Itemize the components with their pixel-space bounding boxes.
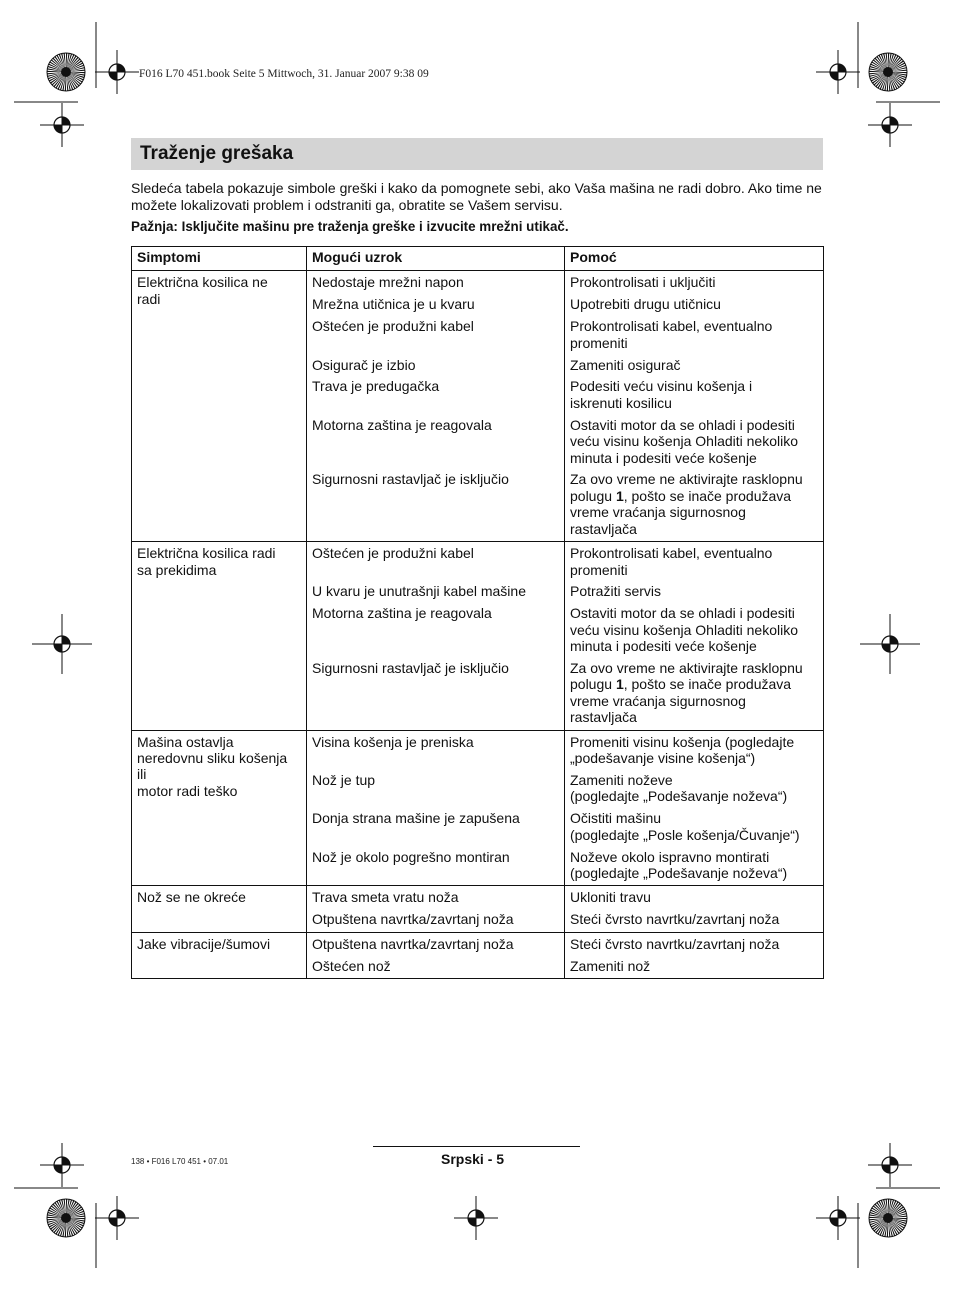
cause-item <box>312 849 559 882</box>
registration-mark-icon <box>816 1196 860 1240</box>
symptom-cell <box>132 271 307 542</box>
cell-line: polugu 1, pošto se inače produžava <box>570 487 792 504</box>
remedy-item <box>570 849 818 882</box>
header-remedy: Pomoć <box>565 247 824 271</box>
cell-line: promeniti <box>570 334 628 351</box>
cell-line: Oštećen je produžni kabel <box>312 318 474 335</box>
cell-line: Jake vibracije/šumovi <box>137 935 271 952</box>
remedy-cell <box>565 886 824 932</box>
cell-line: veću visinu košenja Ohladiti nekoliko <box>570 621 799 638</box>
color-target-icon <box>869 53 907 91</box>
intro-paragraph: Sledeća tabela pokazuje simbole greški i kako da pomognete sebi, ako Vaša mašina ne radi dobro. Ako time ne možete lokalizovati problem i odstraniti ga, obratite se Vašem servisu. <box>131 180 822 213</box>
table-row <box>132 886 824 932</box>
cell-line: Očistiti mašinu <box>570 810 662 827</box>
cell-line: Ukloniti travu <box>570 889 651 906</box>
cause-item <box>312 889 559 905</box>
cause-item <box>312 734 559 767</box>
table-row <box>132 542 824 731</box>
cell-line: Steći čvrsto navrtku/zavrtanj noža <box>570 935 780 952</box>
footer-divider <box>373 1146 580 1147</box>
cause-item <box>312 274 559 290</box>
cell-line: rastavljača <box>570 709 637 726</box>
cell-line: Donja strana mašine je zapušena <box>312 810 520 827</box>
cell-line: vreme vraćanja sigurnosnog <box>570 504 746 521</box>
symptom-cell <box>132 730 307 886</box>
cell-line: Prokontrolisati kabel, eventualno <box>570 545 773 562</box>
cause-item <box>312 296 559 312</box>
registration-mark-icon <box>454 1196 498 1240</box>
registration-mark-icon <box>868 103 912 147</box>
cell-line: Otpuštena navrtka/zavrtanj noža <box>312 935 514 952</box>
registration-mark-icon <box>816 50 860 94</box>
cell-line: polugu 1, pošto se inače produžava <box>570 676 792 693</box>
cell-line: Nedostaje mrežni napon <box>312 274 464 291</box>
remedy-item <box>570 296 818 312</box>
remedy-item <box>570 810 818 843</box>
cause-item <box>312 471 559 537</box>
cell-line: Otpuštena navrtka/zavrtanj noža <box>312 911 514 928</box>
table-header-row <box>132 247 824 271</box>
cell-line: Upotrebiti drugu utičnicu <box>570 296 721 313</box>
remedy-item <box>570 772 818 805</box>
troubleshooting-table <box>131 246 824 979</box>
remedy-item <box>570 417 818 466</box>
table-row <box>132 730 824 886</box>
cell-line: Sigurnosni rastavljač je isključio <box>312 659 509 676</box>
cell-line: U kvaru je unutrašnji kabel mašine <box>312 583 526 600</box>
cell-line: Nož je okolo pogrešno montiran <box>312 848 510 865</box>
cell-line: Sigurnosni rastavljač je isključio <box>312 471 509 488</box>
cell-line: Promeniti visinu košenja (pogledajte <box>570 733 795 750</box>
cell-line: motor radi teško <box>137 782 238 799</box>
cell-line: Ostaviti motor da se ohladi i podesiti <box>570 605 795 622</box>
cell-line: Ostaviti motor da se ohladi i podesiti <box>570 416 795 433</box>
registration-mark-icon <box>32 614 92 674</box>
print-info-header: F016 L70 451.book Seite 5 Mittwoch, 31. Januar 2007 9:38 09 <box>139 68 429 80</box>
remedy-item <box>570 357 818 373</box>
cause-cell <box>307 542 565 731</box>
cell-line: veću visinu košenja Ohladiti nekoliko <box>570 433 799 450</box>
registration-mark-icon <box>40 1143 84 1187</box>
cell-line: Trava smeta vratu noža <box>312 889 459 906</box>
cell-line: radi <box>137 290 161 307</box>
cell-line: Motorna zaština je reagovala <box>312 605 492 622</box>
cause-item <box>312 660 559 726</box>
cause-cell <box>307 886 565 932</box>
cell-line: promeniti <box>570 561 628 578</box>
remedy-item <box>570 471 818 537</box>
table-row <box>132 271 824 542</box>
cell-line: Zameniti nož <box>570 957 651 974</box>
registration-mark-icon <box>95 50 139 94</box>
cell-line: „podešavanje visine košenja“) <box>570 750 756 767</box>
cell-line: Nož je tup <box>312 771 376 788</box>
registration-mark-icon <box>868 1143 912 1187</box>
cause-item <box>312 936 559 952</box>
cell-line: Za ovo vreme ne aktivirajte rasklopnu <box>570 660 803 677</box>
cause-item <box>312 545 559 578</box>
cell-line: Motorna zaština je reagovala <box>312 416 492 433</box>
cell-line: Električna kosilica ne <box>137 274 268 291</box>
remedy-item <box>570 545 818 578</box>
cause-item <box>312 318 559 351</box>
cause-item <box>312 378 559 411</box>
remedy-item <box>570 318 818 351</box>
remedy-item <box>570 936 818 952</box>
cell-line: vreme vraćanja sigurnosnog <box>570 692 746 709</box>
remedy-cell <box>565 932 824 978</box>
cell-line: sa prekidima <box>137 561 217 578</box>
cause-cell <box>307 932 565 978</box>
symptom-cell <box>132 932 307 978</box>
header-cause: Mogući uzrok <box>307 247 565 271</box>
color-target-icon <box>869 1199 907 1237</box>
remedy-cell <box>565 730 824 886</box>
cell-line: iskrenuti kosilicu <box>570 394 672 411</box>
remedy-item <box>570 734 818 767</box>
remedy-item <box>570 660 818 726</box>
remedy-item <box>570 583 818 599</box>
cell-line: neredovnu sliku košenja <box>137 750 288 767</box>
remedy-item <box>570 274 818 290</box>
footer-page-label: Srpski - 5 <box>441 1151 505 1167</box>
section-title: Traženje grešaka <box>140 143 294 164</box>
cell-line: Zameniti noževe <box>570 771 673 788</box>
color-target-icon <box>47 53 85 91</box>
remedy-item <box>570 605 818 654</box>
remedy-item <box>570 958 818 974</box>
cause-item <box>312 357 559 373</box>
cell-line: ili <box>137 766 147 783</box>
cell-line: Prokontrolisati i uključiti <box>570 274 716 291</box>
registration-mark-icon <box>860 614 920 674</box>
section-title-bar <box>131 138 823 170</box>
cell-line: (pogledajte „Podešavanje noževa“) <box>570 788 788 805</box>
cell-line: Noževe okolo ispravno montirati <box>570 848 770 865</box>
registration-mark-icon <box>95 1196 139 1240</box>
symptom-cell <box>132 542 307 731</box>
cell-line: Za ovo vreme ne aktivirajte rasklopnu <box>570 471 803 488</box>
cause-cell <box>307 271 565 542</box>
footer-print-code: 138 • F016 L70 451 • 07.01 <box>131 1157 229 1166</box>
remedy-item <box>570 911 818 927</box>
table-row <box>132 932 824 978</box>
cause-item <box>312 911 559 927</box>
cell-line: Mašina ostavlja <box>137 733 234 750</box>
cell-line: rastavljača <box>570 520 637 537</box>
cell-line: Oštećen je produžni kabel <box>312 545 474 562</box>
remedy-cell <box>565 271 824 542</box>
cause-cell <box>307 730 565 886</box>
cause-item <box>312 417 559 466</box>
remedy-item <box>570 378 818 411</box>
cell-line: Prokontrolisati kabel, eventualno <box>570 318 773 335</box>
safety-warning: Pažnja: Isključite mašinu pre traženja greške i izvucite mrežni utikač. <box>131 219 569 234</box>
symptom-cell <box>132 886 307 932</box>
cause-item <box>312 810 559 843</box>
cause-item <box>312 583 559 599</box>
registration-mark-icon <box>40 103 84 147</box>
cause-item <box>312 605 559 654</box>
cell-line: (pogledajte „Podešavanje noževa“) <box>570 865 788 881</box>
cell-line: Potražiti servis <box>570 583 662 600</box>
cell-line: Trava je predugačka <box>312 378 440 395</box>
color-target-icon <box>47 1199 85 1237</box>
cell-line: Oštećen nož <box>312 957 391 974</box>
cell-line: minuta i podesiti veće košenje <box>570 449 757 466</box>
cell-line: Steći čvrsto navrtku/zavrtanj noža <box>570 911 780 928</box>
cell-line: Osigurač je izbio <box>312 356 416 373</box>
cell-line: Nož se ne okreće <box>137 889 246 906</box>
cell-line: Visina košenja je preniska <box>312 733 474 750</box>
header-symptoms: Simptomi <box>132 247 307 271</box>
table-body <box>132 271 824 979</box>
cell-line: (pogledajte „Posle košenja/Čuvanje“) <box>570 826 800 843</box>
cell-line: minuta i podesiti veće košenje <box>570 638 757 655</box>
cell-line: Mrežna utičnica je u kvaru <box>312 296 475 313</box>
remedy-item <box>570 889 818 905</box>
cell-line: Zameniti osigurač <box>570 356 681 373</box>
cell-line: Podesiti veću visinu košenja i <box>570 378 753 395</box>
cause-item <box>312 772 559 805</box>
cell-line: Električna kosilica radi <box>137 545 276 562</box>
remedy-cell <box>565 542 824 731</box>
cause-item <box>312 958 559 974</box>
